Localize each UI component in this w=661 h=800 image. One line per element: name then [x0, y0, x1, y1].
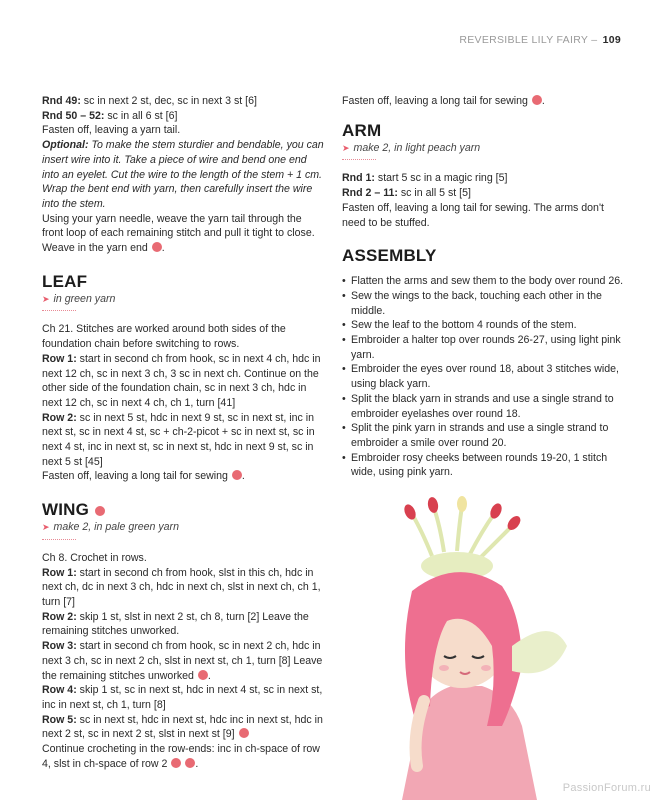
arrow-icon: ➤ [42, 522, 50, 533]
wing-row-3: Row 3: start in second ch from hook, sc in next 2 ch, hdc in next 3 ch, sc in next 2 ch, slst in next st, ch 1, turn [8] Leave the remaining stitches unworked . [42, 640, 323, 682]
arm-round-2-11: Rnd 2 – 11: sc in all 5 st [5] [342, 187, 471, 200]
wing-row-4: Row 4: skip 1 st, sc in next st, hdc in next 4 st, sc in next st, inc in next st, ch 1, turn [8] [42, 684, 323, 711]
wing-row-5: Row 5: sc in next st, hdc in next st, hdc inc in next st, hdc in next 2 st, sc in next 2 st, slst in next st [9] [42, 713, 323, 741]
list-item: • Sew the wings to the back, touching each other in the middle. [342, 289, 625, 318]
round-50-52: Rnd 50 – 52: sc in all 6 st [6] [42, 109, 178, 122]
step-photo-badge-icon [171, 758, 181, 768]
arrow-icon: ➤ [42, 293, 50, 304]
step-photo-badge-icon [532, 95, 542, 105]
divider [42, 310, 76, 311]
arm-note: Fasten off, leaving a long tail for sewing. The arms don't need to be stuffed. [342, 201, 604, 229]
arm-heading: ARM [342, 120, 382, 140]
leaf-subtitle: ➤ in green yarn [42, 292, 116, 305]
arm-round-1: Rnd 1: start 5 sc in a magic ring [5] [342, 172, 508, 185]
leaf-heading: LEAF [42, 271, 88, 291]
list-item: • Embroider a halter top over rounds 26-27, using light pink yarn. [342, 333, 625, 362]
leaf-row-2: Row 2: sc in next 5 st, hdc in next 9 st, sc in next st, inc in next st, sc in next 4 st, sc + ch-2-picot + sc in next st, sc in next 4 st, inc in next st, sc in next st, hdc in next 9 st, sc in next 5 st [45] [42, 411, 315, 468]
watermark: PassionForum.ru [562, 782, 651, 794]
wing-illustration [512, 631, 567, 673]
wing-continue: Continue crocheting in the row-ends: inc in ch-space of row 4, slst in ch-space of row 2 . [42, 743, 320, 770]
optional-wire-note: Optional: To make the stem sturdier and bendable, you can insert wire into it. Take a piece of wire and bend one end into an eyelet. Cut the wire to the length of the stem + 1 cm. Wrap the bent end with yarn, then carefully insert the wire into the stem. [42, 139, 324, 210]
round-49: Rnd 49: sc in next 2 st, dec, sc in next 3 st [6] [42, 95, 257, 107]
assembly-list [342, 274, 625, 480]
wing-intro: Ch 8. Crochet in rows. [42, 551, 147, 564]
wing-row-1: Row 1: start in second ch from hook, slst in this ch, hdc in next ch, dc in next 3 ch, hdc in next ch, slst in next ch, ch 1, turn [7] [42, 566, 321, 608]
stamens-illustration [402, 496, 523, 580]
list-item: • Embroider rosy cheeks between rounds 19-20, 1 stitch wide, using pink yarn. [342, 451, 625, 480]
divider [342, 159, 376, 160]
divider [42, 539, 76, 540]
leaf-intro: Ch 21. Stitches are worked around both sides of the foundation chain before switching to rows. [42, 323, 286, 351]
stem-fasten-off: Fasten off, leaving a yarn tail. [42, 124, 181, 137]
list-item: • Embroider the eyes over round 18, about 3 stitches wide, using black yarn. [342, 362, 625, 391]
assembly-heading: ASSEMBLY [342, 246, 437, 266]
leaf-row-1: Row 1: start in second ch from hook, sc in next 4 ch, hdc in next 12 ch, sc in next 3 ch, 3 sc in next ch. Continue on the other side of the foundation chain, sc in next 3 ch, hdc in next 12 ch, sc in next 4 ch, ch 1, turn [41] [42, 352, 321, 409]
wing-fasten-off: Fasten off, leaving a long tail for sewing . [342, 95, 545, 107]
list-item: • Flatten the arms and sew them to the body over round 26. [342, 274, 625, 289]
lily-fairy-photo [362, 496, 661, 800]
wing-subtitle: ➤ make 2, in pale green yarn [42, 521, 179, 534]
wing-row-2: Row 2: skip 1 st, slst in next 2 st, ch 8, turn [2] Leave the remaining stitches unworked. [42, 610, 309, 638]
weave-instructions: Using your yarn needle, weave the yarn tail through the front loop of each remaining stitch and pull it tight to close. Weave in the yarn end . [42, 212, 315, 255]
step-photo-badge-icon [239, 728, 249, 738]
arm-subtitle: ➤ make 2, in light peach yarn [342, 141, 481, 154]
header-title: REVERSIBLE LILY FAIRY – [459, 34, 598, 46]
list-item: • Split the black yarn in strands and use a single strand to embroider eyelashes over round 18. [342, 392, 625, 421]
step-photo-badge-icon [152, 242, 162, 252]
step-photo-badge-icon [185, 758, 195, 768]
page-number: 109 [602, 34, 621, 46]
running-header [459, 34, 621, 46]
right-column [342, 94, 625, 480]
step-photo-badge-icon [232, 470, 242, 480]
step-photo-badge-icon [198, 670, 208, 680]
left-column [42, 94, 324, 771]
wing-heading: WING [42, 500, 324, 520]
list-item: • Split the pink yarn in strands and use a single strand to embroider a smile over round 20. [342, 421, 625, 450]
arrow-icon: ➤ [342, 142, 350, 153]
list-item: • Sew the leaf to the bottom 4 rounds of the stem. [342, 318, 625, 333]
step-photo-badge-icon [95, 506, 105, 516]
leaf-fasten-off: Fasten off, leaving a long tail for sewing . [42, 470, 245, 483]
